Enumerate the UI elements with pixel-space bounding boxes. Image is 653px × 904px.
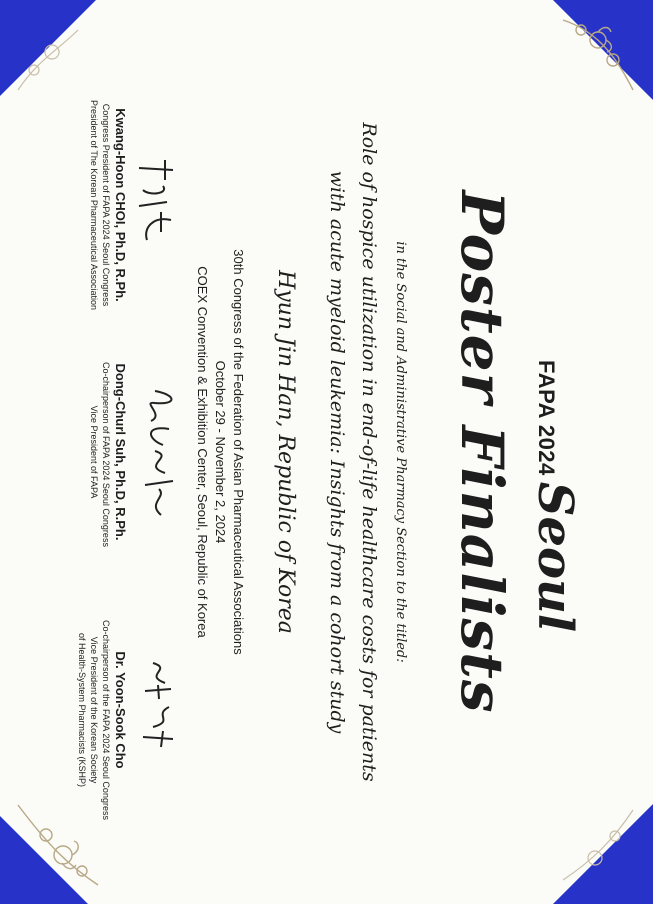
floral-ornament-bottom-left: [8, 20, 88, 100]
signature-cho: [133, 655, 183, 765]
signatory-choi-role2: President of The Korean Pharmaceutical Association: [89, 100, 99, 310]
poster-title-line1: Role of hospice utilization in end-of-life healthcare costs for patients: [358, 122, 380, 782]
signatory-suh-role2: Vice President of FAPA: [89, 405, 99, 499]
signature-suh: [130, 385, 185, 525]
event-line2: October 29 - November 2, 2024: [213, 360, 228, 544]
signatory-cho-role3: of Health-System Pharmacists (KSHP): [77, 632, 87, 788]
signatory-suh-role1: Co-chairperson of FAPA 2024 Seoul Congress: [101, 362, 111, 547]
signatory-choi-name: Kwang-Hoon CHOI, Ph.D, R.Ph.: [113, 108, 128, 302]
logo-script: Seoul: [527, 481, 583, 633]
signatory-choi-role1: Congress President of FAPA 2024 Seoul Congress: [101, 103, 111, 307]
poster-title-line2: with acute myeloid leukemia: Insights from a cohort study: [326, 170, 348, 734]
signatory-cho-name: Dr. Yoon-Sook Cho: [113, 651, 128, 769]
signatory-cho-role1: Co-chairperson of the FAPA 2024 Seoul Congress: [101, 620, 111, 820]
signatory-cho-role2: Vice President of the Korean Society: [89, 636, 99, 784]
recipient-name: Hyun Jin Han, Republic of Korea: [273, 270, 298, 634]
intro-text: in the Social and Administrative Pharmacy Section to the titled:: [393, 241, 408, 663]
floral-ornament-bottom-right: [8, 795, 108, 895]
event-line3: COEX Convention & Exhibition Center, Seoul, Republic of Korea: [195, 266, 210, 638]
fapa-logo: [527, 360, 583, 633]
certificate-title: Poster Finalists: [448, 190, 516, 714]
logo-text: FAPA 2024: [534, 360, 559, 476]
signatory-suh-name: Dong-Churl Suh, Ph.D, R.Ph.: [113, 363, 128, 541]
floral-ornament-top-left: [553, 10, 643, 100]
event-line1: 30th Congress of the Federation of Asian Pharmaceutical Associations: [231, 249, 246, 655]
floral-ornament-top-right: [553, 800, 643, 890]
signature-choi: [128, 150, 183, 260]
